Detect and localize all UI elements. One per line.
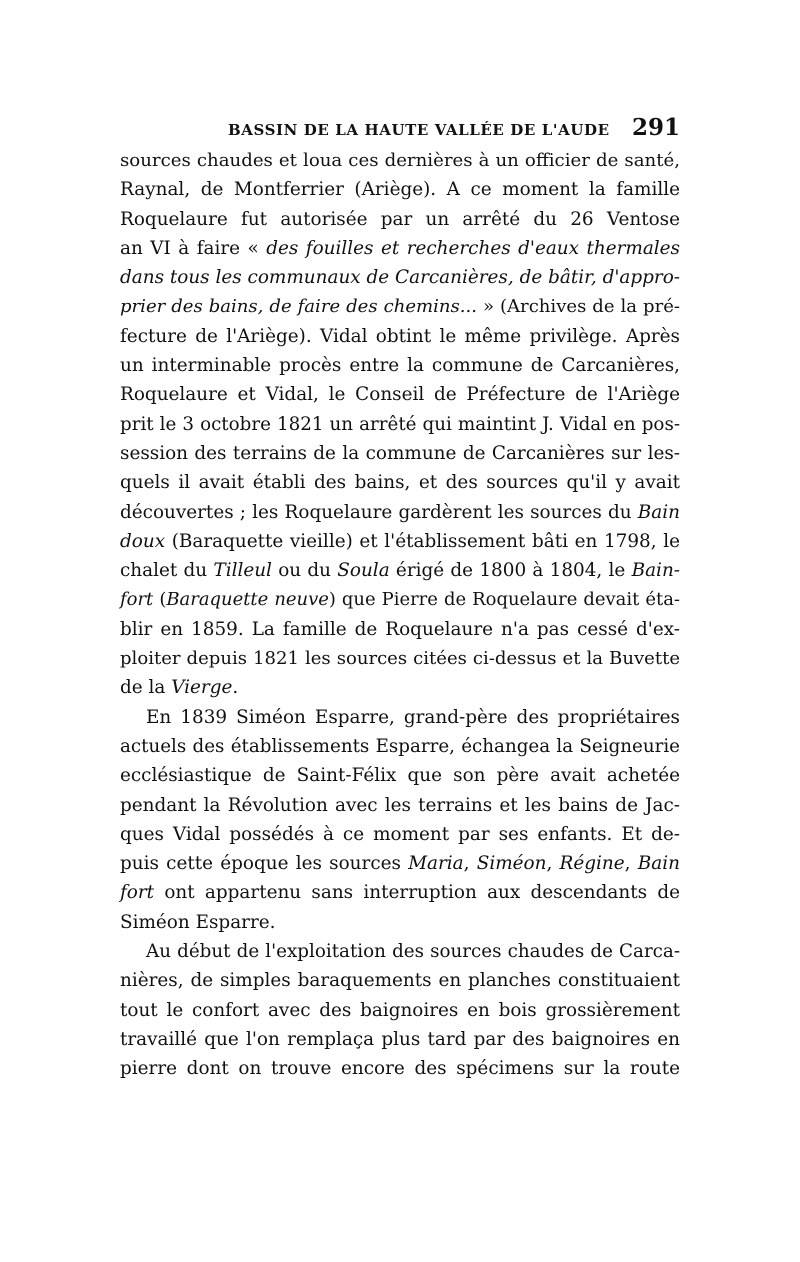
text-line: prier des bains, de faire des chemins... » (Archives de la pré-: [120, 296, 680, 318]
text-line: fecture de l'Ariège). Vidal obtint le même privilège. Après: [120, 325, 680, 347]
text-line: travaillé que l'on remplaça plus tard par des baignoires en: [120, 1028, 680, 1050]
text-line: nières, de simples baraquements en planches constituaient: [120, 970, 680, 992]
text-line: Roquelaure fut autorisée par un arrêté du 26 Ventose: [120, 208, 680, 230]
text-line: ploiter depuis 1821 les sources citées ci-dessus et la Buvette: [120, 648, 680, 670]
text-line: ecclésiastique de Saint-Félix que son père avait achetée: [120, 765, 680, 787]
text-line: session des terrains de la commune de Carcanières sur les-: [120, 442, 680, 464]
body-text: [120, 146, 680, 1084]
text-line: dans tous les communaux de Carcanières, de bâtir, d'appro-: [120, 267, 680, 289]
text-line: Au début de l'exploitation des sources chaudes de Carca-: [146, 941, 680, 963]
text-line: blir en 1859. La famille de Roquelaure n'a pas cessé d'ex-: [120, 618, 680, 640]
text-line: Roquelaure et Vidal, le Conseil de Préfecture de l'Ariège: [120, 384, 680, 406]
running-title: BASSIN DE LA HAUTE VALLÉE DE L'AUDE: [228, 121, 610, 139]
text-line: découvertes ; les Roquelaure gardèrent les sources du Bain: [120, 501, 680, 523]
text-line: En 1839 Siméon Esparre, grand-père des propriétaires: [146, 706, 680, 728]
text-line: fort (Baraquette neuve) que Pierre de Roquelaure devait éta-: [120, 589, 681, 611]
text-line: Siméon Esparre.: [120, 911, 276, 933]
text-line: pierre dont on trouve encore des spécimens sur la route: [120, 1058, 680, 1080]
text-line: un interminable procès entre la commune de Carcanières,: [120, 355, 680, 377]
text-line: sources chaudes et loua ces dernières à un officier de santé,: [120, 150, 680, 171]
text-line: pendant la Révolution avec les terrains et les bains de Jac-: [120, 794, 680, 816]
text-line: ques Vidal possédés à ce moment par ses enfants. Et de-: [120, 823, 680, 845]
text-line: doux (Baraquette vieille) et l'établissement bâti en 1798, le: [120, 530, 680, 552]
text-line: Raynal, de Montferrier (Ariège). A ce moment la famille: [120, 179, 680, 201]
page-number: 291: [631, 114, 680, 141]
text-line: quels il avait établi des bains, et des sources qu'il y avait: [120, 472, 680, 494]
text-line: tout le confort avec des baignoires en bois grossièrement: [120, 999, 680, 1021]
running-head: [120, 113, 680, 143]
text-line: chalet du Tilleul ou du Soula érigé de 1800 à 1804, le Bain-: [120, 560, 680, 582]
text-line: fort ont appartenu sans interruption aux descendants de: [120, 882, 680, 904]
text-line: an VI à faire « des fouilles et recherches d'eaux thermales: [120, 237, 680, 259]
text-line: prit le 3 octobre 1821 un arrêté qui maintint J. Vidal en pos-: [120, 413, 680, 435]
text-line: de la Vierge.: [120, 677, 239, 699]
text-line: puis cette époque les sources Maria, Siméon, Régine, Bain: [120, 853, 680, 875]
text-line: actuels des établissements Esparre, échangea la Seigneurie: [120, 735, 680, 757]
